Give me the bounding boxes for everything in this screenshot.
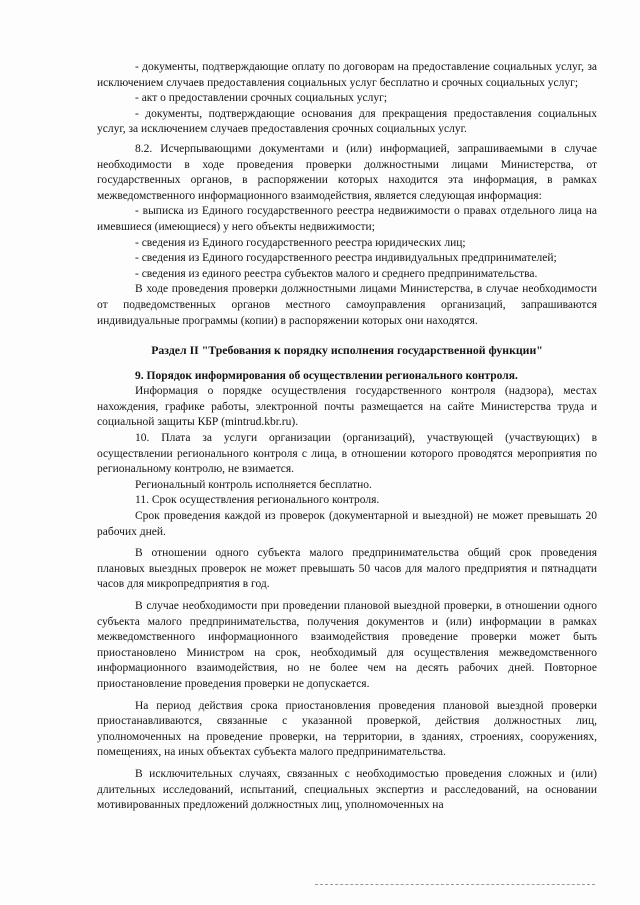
paragraph-entrepreneurs-register: - сведения из Единого государственного реестра индивидуальных предпринимателей; xyxy=(135,252,557,265)
paragraph-information-procedure: Информация о порядке осуществления государственного контроля (надзора), местах нахождения, графике работы, электронной почты размещается на сайте Министерства труда и социальной защиты КБР (mintrud.kbr.ru). xyxy=(97,385,597,429)
paragraph-10-fee: 10. Плата за услуги организации (организаций), участвующей (участвующих) в осуществлении регионального контроля с лица, в отношении которого проводятся мероприятия по региональному контролю, не взимается. xyxy=(97,432,597,476)
paragraph-11-term: 11. Срок осуществления регионального контроля. xyxy=(135,494,380,507)
paragraph-urgent-services-act: - акт о предоставлении срочных социальных услуг; xyxy=(135,92,388,105)
scan-bottom-line xyxy=(315,884,595,885)
paragraph-suspension: В случае необходимости при проведении плановой выездной проверки, в отношении одного субъекта малого предпринимательства, получения документов и (или) информации в рамках межведомственного информационного взаимодействия проведение проверки может быть приостановлено Министром на срок, необходимый для осуществления межведомственного информационного взаимодействия, но не более чем на десять рабочих дней. Повторное приостановление проведения проверки не допускается. xyxy=(97,600,597,690)
paragraph-suspension-period: На период действия срока приостановления проведения плановой выездной проверки приостанавливаются, связанные с указанной проверкой, действия должностных лиц, уполномоченных на проведение проверки, на территории, в зданиях, строениях, сооружениях, помещениях, на иных объектах субъекта малого предпринимательства. xyxy=(97,699,597,759)
paragraph-payment-documents: - документы, подтверждающие оплату по договорам на предоставление социальных услуг, за исключением случаев предоставления социальных услуг бесплатно и срочных социальных услуг; xyxy=(97,61,597,89)
paragraph-legal-entities-register: - сведения из Единого государственного реестра юридических лиц; xyxy=(135,236,466,249)
section-9-title: 9. Порядок информирования об осуществлении регионального контроля. xyxy=(135,369,518,382)
paragraph-sme-register: - сведения из единого реестра субъектов малого и среднего предпринимательства. xyxy=(135,267,538,280)
paragraph-exceptional-cases: В исключительных случаях, связанных с необходимостью проведения сложных и (или) длительных исследований, испытаний, специальных экспертиз и расследований, на основании мотивированных предложений должностных лиц, уполномоченных на xyxy=(97,767,597,812)
paragraph-real-estate-extract: - выписка из Единого государственного реестра недвижимости о правах отдельного лица на имевшиеся (имеющиеся) у него объекты недвижимости; xyxy=(97,205,597,233)
paragraph-free-of-charge: Региональный контроль исполняется бесплатно. xyxy=(135,478,372,491)
document-body xyxy=(97,60,597,814)
section-heading: Раздел II "Требования к порядку исполнения государственной функции" xyxy=(151,343,543,358)
paragraph-50-hours: В отношении одного субъекта малого предпринимательства общий срок проведения плановых выездных проверок не может превышать 50 часов для малого предприятия и пятнадцати часов для микропредприятия в год. xyxy=(97,547,597,591)
paragraph-20-days: Срок проведения каждой из проверок (документарной и выездной) не может превышать 20 рабочих дней. xyxy=(97,510,597,538)
paragraph-termination-documents: - документы, подтверждающие основания для прекращения предоставления социальных услуг, за исключением случаев предоставления срочных социальных услуг. xyxy=(97,107,597,136)
paragraph-individual-programs: В ходе проведения проверки должностными лицами Министерства, в случае необходимости от подведомственных органов местного самоуправления организаций, запрашиваются индивидуальные программы (копии) в распоряжении которых они находятся. xyxy=(97,283,597,327)
paragraph-8-2: 8.2. Исчерпывающими документами и (или) информацией, запрашиваемыми в случае необходимости в ходе проведения проверки должностными лицами Министерства, от государственных органов, в распоряжении которых находится эта информация, в рамках межведомственного информационного взаимодействия, является следующая информация: xyxy=(97,142,597,202)
